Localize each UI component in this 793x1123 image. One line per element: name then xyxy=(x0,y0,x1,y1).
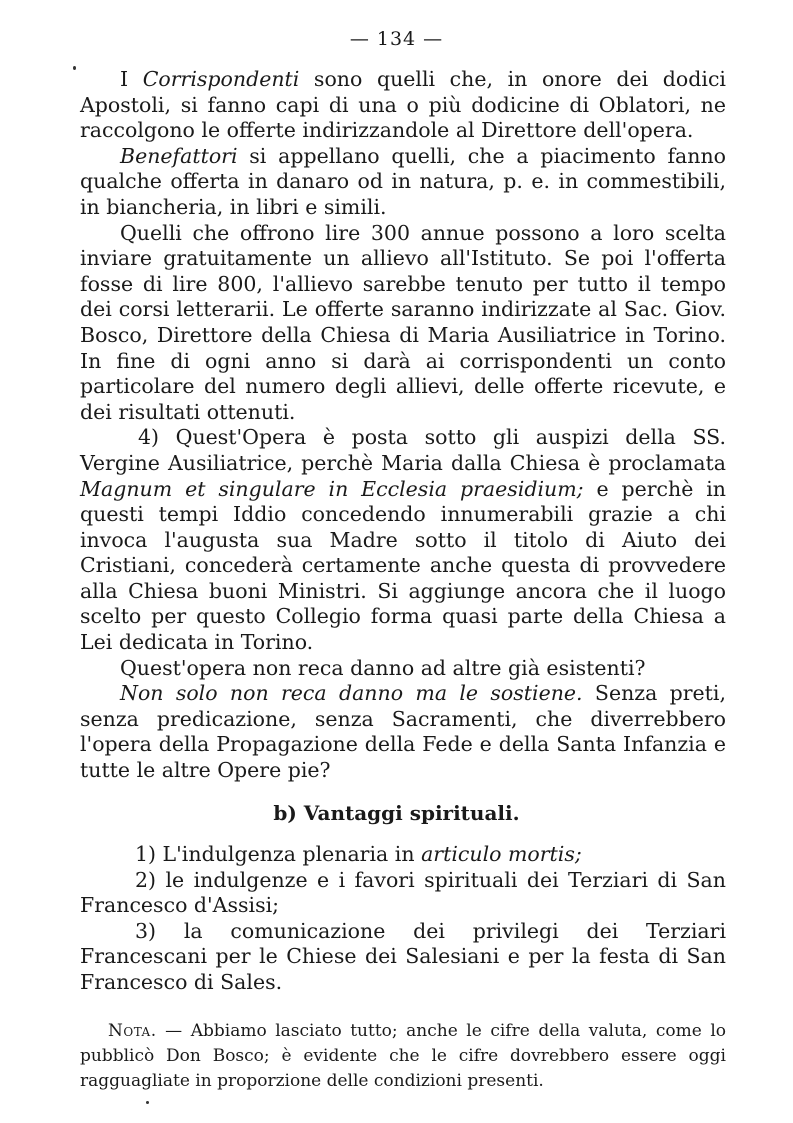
main-text xyxy=(80,67,726,784)
section-heading: b) Vantaggi spirituali. xyxy=(273,801,520,825)
paragraph-body: e perchè in questi tempi Iddio concedendo innumerabili grazie a chi invoca l'augusta sua Madre sotto il titolo di Aiuto dei Cristiani, concederà certamente anche questa di provvedere alla Chiesa buoni Ministri. Si aggiunge ancora che il luogo scelto per questo Collegio forma quasi parte della Chiesa a Lei dedicata in Torino. xyxy=(80,476,727,655)
term-corrispondenti: Corrispondenti xyxy=(142,67,300,91)
footnote-label: Nota. xyxy=(108,1021,157,1041)
paragraph-ausiliatrice xyxy=(80,425,726,655)
list-item-lead: 1) L'indulgenza plenaria in xyxy=(135,842,422,866)
latin-quote: Magnum et singulare in Ecclesia praesidium; xyxy=(80,476,584,501)
footnote-paragraph xyxy=(80,1019,726,1094)
paragraph-question: Quest'opera non reca danno ad altre già esistenti? xyxy=(120,655,646,680)
paragraph-offerte: Quelli che offrono lire 300 annue possono a loro scelta inviare gratuitamente un allievo all'Istituto. Se poi l'offerta fosse di lire 800, l'allievo sarebbe tenuto per tutto il tempo dei corsi letterarii. Le offerte saranno indirizzate al Sac. Giov. Bosco, Direttore della Chiesa di Maria Ausiliatrice in Torino. In fine di ogni anno si darà ai corrispondenti un conto particolare del numero degli allievi, delle offerte ricevute, e dei risultati ottenuti. xyxy=(80,220,726,424)
paragraph-lead: 4) Quest'Opera è posta sotto gli auspizi della SS. Vergine Ausiliatrice, perchè Maria dalla Chiesa è proclamata xyxy=(80,425,726,475)
footnote-text: — Abbiamo lasciato tutto; anche le cifre della valuta, come lo pubblicò Don Bosco; è evidente che le cifre dovrebbero essere oggi ragguagliate in proporzione delle condizioni presenti. xyxy=(80,1021,726,1091)
answer-emphasis: Non solo non reca danno ma le sostiene. xyxy=(120,681,583,706)
paragraph-corrispondenti xyxy=(80,67,726,144)
footnote xyxy=(80,1019,726,1094)
list-item xyxy=(80,842,726,868)
term-benefattori: Benefattori xyxy=(120,143,238,168)
latin-phrase: articulo mortis; xyxy=(421,842,582,866)
ink-speck xyxy=(73,66,76,70)
list-item: 2) le indulgenze e i favori spirituali dei Terziari di San Francesco d'Assisi; xyxy=(80,867,726,918)
ink-speck xyxy=(146,1101,149,1104)
page-number: — 134 — xyxy=(349,28,444,50)
paragraph-body: sono quelli che, in onore dei dodici Apostoli, si fanno capi di una o più dodicine di Oblatori, ne raccolgono le offerte indirizzandole al Direttore dell'opera. xyxy=(80,67,726,143)
paragraph-body: Senza preti, senza predicazione, senza Sacramenti, che diverrebbero l'opera della Propagazione della Fede e della Santa Infanzia e tutte le altre Opere pie? xyxy=(80,681,726,783)
paragraph-body: si appellano quelli, che a piacimento fanno qualche offerta in danaro od in natura, p. e. in commestibili, in biancheria, in libri e simili. xyxy=(80,143,726,219)
benefits-list xyxy=(80,842,726,996)
paragraph-benefattori xyxy=(80,144,726,221)
paragraph-answer xyxy=(80,681,726,783)
list-item: 3) la comunicazione dei privilegi dei Terziari Francescani per le Chiese dei Salesiani e per la festa di San Francesco di Sales. xyxy=(80,918,726,994)
paragraph-lead: I xyxy=(120,67,143,91)
